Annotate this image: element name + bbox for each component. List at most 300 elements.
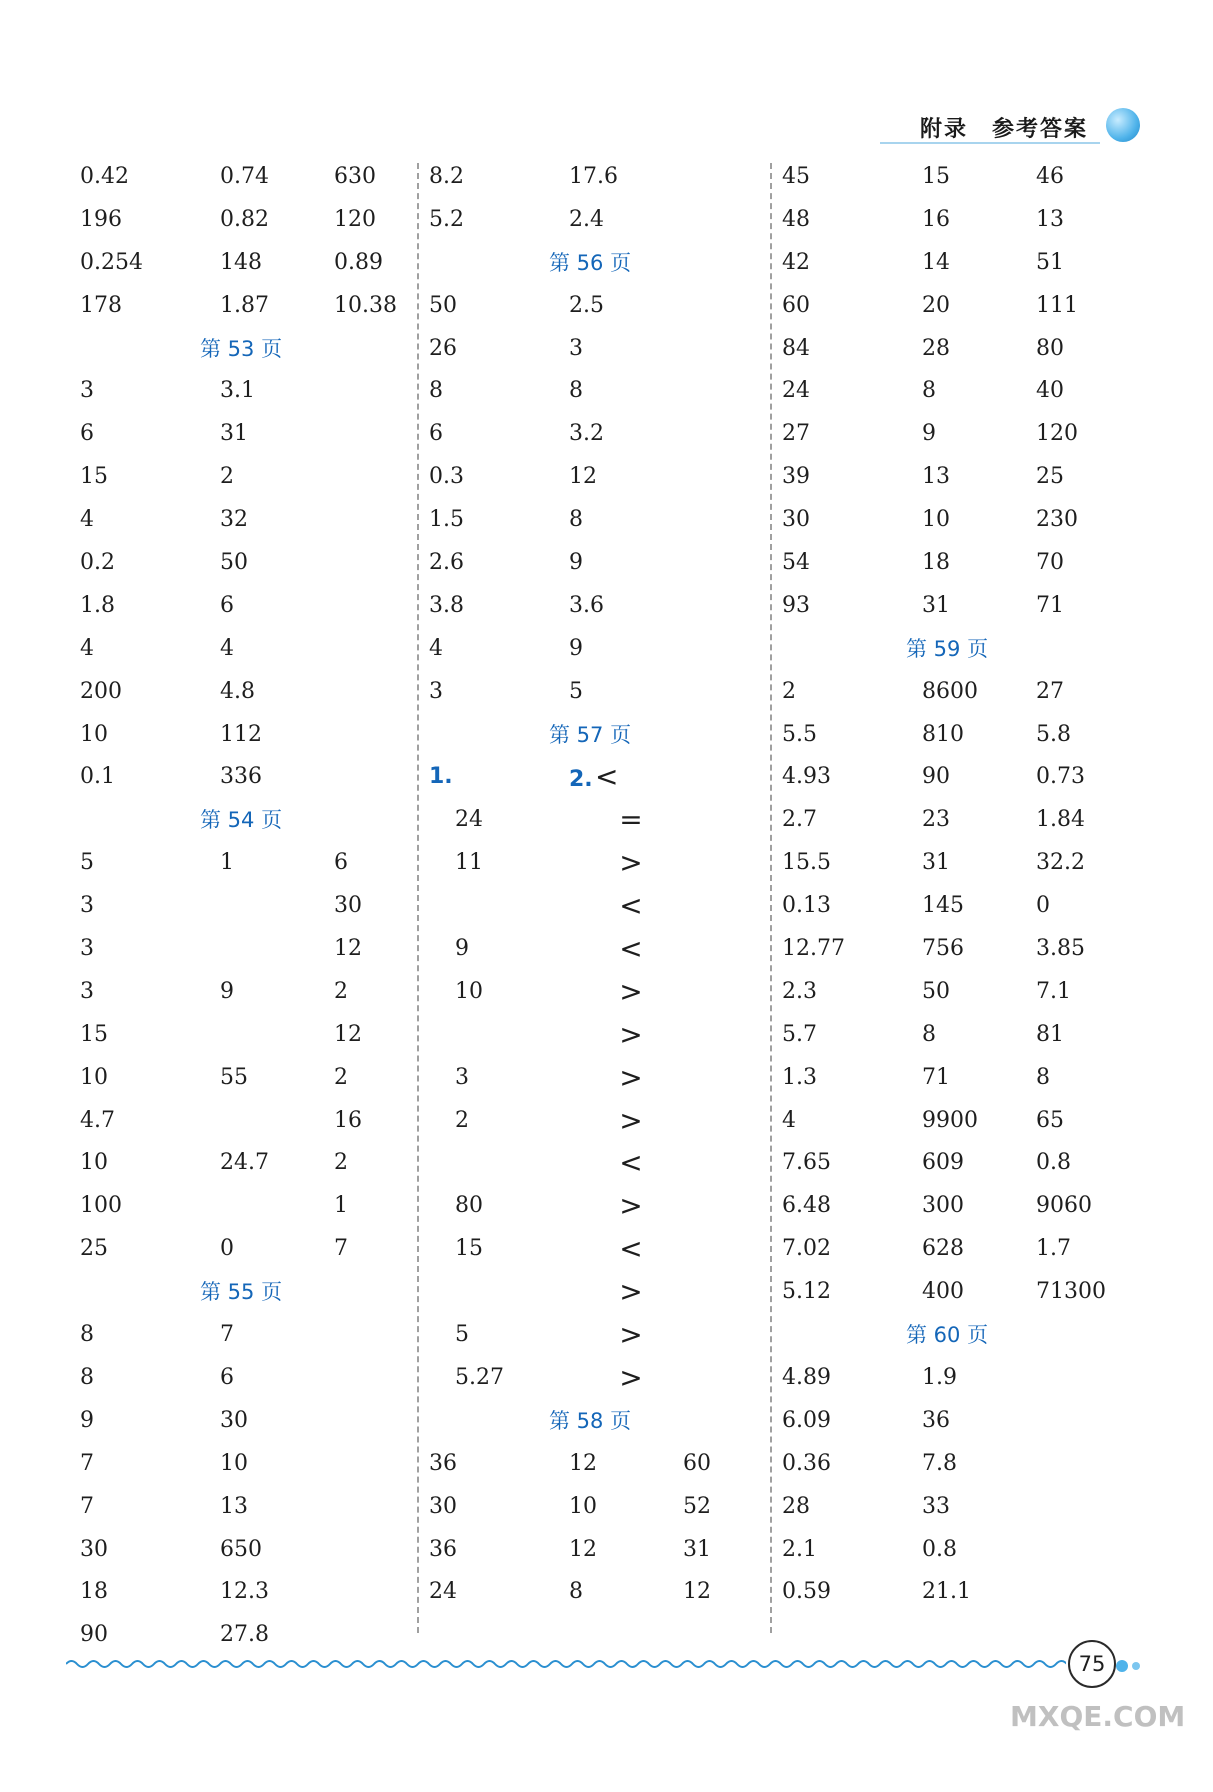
comparison-cell [589, 889, 645, 923]
answer-row [782, 1021, 1112, 1064]
answer-value: 810 [922, 721, 964, 747]
page-heading [80, 335, 410, 378]
answer-value: 12.77 [782, 936, 845, 962]
answer-value: 50 [429, 292, 457, 318]
answer-value: 6.09 [782, 1407, 831, 1433]
answer-value: 630 [334, 164, 376, 189]
comparison-cell [589, 846, 645, 880]
answer-value: 2 [220, 464, 234, 490]
answer-row [80, 377, 410, 420]
answer-row [80, 1107, 410, 1150]
answer-value: 7.02 [782, 1236, 831, 1262]
answer-row [80, 849, 410, 892]
answer-value: 65 [1036, 1107, 1064, 1133]
answer-value: 80 [1036, 335, 1064, 361]
answer-value: 71 [1036, 592, 1064, 618]
answer-row [782, 506, 1112, 549]
answer-value: 36 [429, 1536, 457, 1562]
answer-row [429, 1103, 759, 1150]
answer-value: 0 [220, 1236, 234, 1262]
answer-row [782, 1107, 1112, 1150]
answer-row [80, 1536, 410, 1579]
answer-value: 5.5 [782, 721, 817, 747]
comparison-symbol: > [619, 1060, 643, 1094]
page-heading-label: 第 57 页 [549, 722, 632, 747]
answer-value: 31 [683, 1536, 711, 1562]
answer-value: 70 [1036, 550, 1064, 576]
answer-row [429, 1360, 759, 1407]
answer-row [782, 1536, 1112, 1579]
answer-row [782, 763, 1112, 806]
answer-value: 8 [569, 1579, 583, 1605]
answer-row [429, 463, 759, 506]
answer-value: 650 [220, 1536, 262, 1562]
answer-value: 24 [455, 807, 483, 833]
answer-value: 40 [1036, 378, 1064, 404]
answer-value: 5.27 [455, 1364, 504, 1390]
answer-row [80, 935, 410, 978]
answer-value: 148 [220, 249, 262, 275]
answer-row [80, 549, 410, 592]
page-heading-label: 第 53 页 [200, 336, 283, 361]
answer-row [80, 1407, 410, 1450]
answer-column-2 [429, 163, 759, 1621]
answer-value: 8 [569, 507, 583, 533]
answer-value: 178 [80, 292, 122, 318]
page-heading-label: 第 58 页 [549, 1408, 632, 1433]
answer-value: 5 [80, 850, 94, 876]
answer-value: 400 [922, 1279, 964, 1305]
answer-value: 7 [220, 1322, 234, 1348]
answer-value: 15 [80, 464, 108, 490]
answer-value: 13 [220, 1493, 248, 1519]
answer-value: 1.9 [922, 1364, 957, 1390]
answer-value: 9 [569, 635, 583, 661]
answer-value: 0.42 [80, 164, 129, 189]
answer-value: 15 [80, 1021, 108, 1047]
comparison-symbol: < [619, 1232, 643, 1266]
answer-value: 8 [569, 378, 583, 404]
page-heading-label: 第 59 页 [906, 636, 989, 661]
answer-row [80, 635, 410, 678]
answer-value: 0.8 [922, 1536, 957, 1562]
answer-value: 112 [220, 721, 262, 747]
answer-value: 20 [922, 292, 950, 318]
comparison-symbol: > [619, 1275, 643, 1309]
answer-value: 1 [220, 850, 234, 876]
answer-row [429, 678, 759, 721]
page-heading [429, 721, 759, 764]
answer-value: 2 [334, 978, 348, 1004]
answer-value: 4 [782, 1107, 796, 1133]
answer-value: 0.3 [429, 464, 464, 490]
answer-row [80, 206, 410, 249]
answer-row [429, 1578, 759, 1621]
answer-row [429, 932, 759, 978]
answer-row [782, 1235, 1112, 1278]
answer-value: 0.36 [782, 1450, 831, 1476]
page-heading [782, 635, 1112, 678]
answer-value: 2.1 [782, 1536, 817, 1562]
answer-value: 6 [220, 592, 234, 618]
answer-value: 10 [455, 978, 483, 1004]
answer-row [429, 889, 759, 935]
answer-row [782, 978, 1112, 1021]
answer-row [80, 592, 410, 635]
answer-value: 18 [80, 1579, 108, 1605]
answer-value: 756 [922, 936, 964, 962]
answer-row [429, 1017, 759, 1064]
comparison-cell [589, 1060, 645, 1095]
answer-row [80, 506, 410, 549]
answer-value: 90 [80, 1622, 108, 1648]
answer-value: 27.8 [220, 1622, 269, 1648]
comparison-cell [589, 1103, 645, 1138]
answer-value: 33 [922, 1493, 950, 1519]
answer-row [429, 1060, 759, 1107]
answer-row [782, 849, 1112, 892]
answer-row [782, 935, 1112, 978]
comparison-symbol: > [619, 1318, 643, 1352]
question-row [429, 760, 759, 806]
answer-value: 55 [220, 1064, 248, 1090]
answer-value: 13 [1036, 206, 1064, 232]
answer-value: 46 [1036, 164, 1064, 189]
answer-value: 10.38 [334, 292, 397, 318]
answer-value: 0.74 [220, 164, 269, 189]
answer-value: 8 [1036, 1064, 1050, 1090]
answer-row [80, 1493, 410, 1536]
answer-value: 2 [334, 1064, 348, 1090]
answer-value: 1.87 [220, 292, 269, 318]
answer-row [429, 1318, 759, 1364]
answer-value: 50 [220, 550, 248, 576]
comparison-cell [589, 1275, 645, 1309]
answer-row [429, 206, 759, 249]
answer-value: 3.8 [429, 592, 464, 618]
answer-value: 18 [922, 550, 950, 576]
answer-value: 10 [80, 721, 108, 747]
answer-value: 27 [782, 421, 810, 447]
answer-value: 4.89 [782, 1364, 831, 1390]
answer-value: 28 [922, 335, 950, 361]
answer-row [80, 721, 410, 764]
answer-value: 52 [683, 1493, 711, 1519]
page-dot-small-icon [1132, 1662, 1140, 1670]
answer-value: 1.7 [1036, 1236, 1071, 1262]
answer-value: 3.1 [220, 378, 255, 404]
answer-value: 30 [429, 1493, 457, 1519]
answer-value: 0.2 [80, 550, 115, 576]
answer-row [782, 1450, 1112, 1493]
comparison-cell [589, 1189, 645, 1223]
answer-value: 9060 [1036, 1193, 1092, 1219]
page-heading [429, 1407, 759, 1450]
comparison-cell [589, 1146, 645, 1180]
question-number: 2. [569, 767, 593, 793]
answer-value: 1.8 [80, 592, 115, 618]
answer-value: 3 [80, 978, 94, 1004]
comparison-cell [589, 974, 645, 1009]
answer-value: 5 [569, 678, 583, 704]
answer-value: 50 [922, 978, 950, 1004]
answer-value: 609 [922, 1150, 964, 1176]
answer-row [429, 1146, 759, 1192]
answer-value: 16 [334, 1107, 362, 1133]
answer-value: 24.7 [220, 1150, 269, 1176]
answer-value: 12 [569, 464, 597, 490]
answer-row [80, 892, 410, 935]
answer-value: 0.13 [782, 893, 831, 919]
page-heading-label: 第 54 页 [200, 808, 283, 833]
answer-value: 7.1 [1036, 978, 1071, 1004]
answer-value: 4 [220, 635, 234, 661]
answer-row [80, 1235, 410, 1278]
column-divider-2 [770, 163, 772, 1633]
answer-value: 71 [922, 1064, 950, 1090]
answer-row [80, 463, 410, 506]
page-heading-label: 第 56 页 [549, 250, 632, 275]
answer-value: 31 [220, 421, 248, 447]
answer-value: 4.8 [220, 678, 255, 704]
comparison-cell [589, 932, 645, 966]
answer-row [80, 1064, 410, 1107]
answer-row [429, 377, 759, 420]
answer-row [429, 592, 759, 635]
answer-row [429, 1450, 759, 1493]
page-number: 75 [1068, 1640, 1116, 1688]
answer-row [782, 806, 1112, 849]
comparison-symbol: < [619, 932, 643, 966]
comparison-symbol: > [619, 846, 643, 880]
answer-value: 6 [80, 421, 94, 447]
answer-value: 12 [569, 1450, 597, 1476]
answer-value: 6 [429, 421, 443, 447]
answer-value: 60 [782, 292, 810, 318]
answer-row [80, 1321, 410, 1364]
comparison-cell [589, 1360, 645, 1395]
comparison-symbol: < [619, 1146, 643, 1180]
answer-value: 111 [1036, 292, 1078, 318]
answer-value: 32.2 [1036, 850, 1085, 876]
answer-value: 336 [220, 764, 262, 790]
answer-value: 31 [922, 592, 950, 618]
answer-value: 25 [80, 1236, 108, 1262]
answer-row [80, 420, 410, 463]
answer-value: 5.2 [429, 206, 464, 232]
answer-value: 10 [922, 507, 950, 533]
answer-value: 36 [429, 1450, 457, 1476]
answer-row [80, 1149, 410, 1192]
answer-value: 3 [80, 378, 94, 404]
answer-value: 8 [922, 378, 936, 404]
answer-value: 3 [429, 678, 443, 704]
answer-value: 1.84 [1036, 807, 1085, 833]
answer-row [782, 1407, 1112, 1450]
answer-row [80, 1192, 410, 1235]
answer-value: 7.8 [922, 1450, 957, 1476]
answer-row [782, 549, 1112, 592]
answer-row [429, 420, 759, 463]
answer-row [429, 549, 759, 592]
answer-row [782, 163, 1112, 206]
answer-value: 8600 [922, 678, 978, 704]
answer-row [429, 974, 759, 1021]
answer-row [80, 1364, 410, 1407]
answer-value: 0.89 [334, 249, 383, 275]
answer-value: 54 [782, 550, 810, 576]
page-heading [80, 1278, 410, 1321]
answer-value: 15 [455, 1236, 483, 1262]
answer-row [429, 1275, 759, 1321]
answer-value: 300 [922, 1193, 964, 1219]
answer-value: 2.6 [429, 550, 464, 576]
answer-row [782, 1493, 1112, 1536]
answer-value: 3 [80, 893, 94, 919]
answer-value: 14 [922, 249, 950, 275]
answer-value: 23 [922, 807, 950, 833]
answer-value: 15.5 [782, 850, 831, 876]
answer-value: 10 [569, 1493, 597, 1519]
answer-value: 81 [1036, 1021, 1064, 1047]
answer-row [782, 249, 1112, 292]
answer-value: 32 [220, 507, 248, 533]
answer-row [80, 1450, 410, 1493]
answer-value: 12 [334, 1021, 362, 1047]
comparison-symbol: < [619, 889, 643, 923]
answer-value: 39 [782, 464, 810, 490]
answer-value: 120 [334, 206, 376, 232]
answer-value: 93 [782, 592, 810, 618]
answer-value: 8 [80, 1322, 94, 1348]
answer-value: 25 [1036, 464, 1064, 490]
answer-row [80, 978, 410, 1021]
answer-row [80, 1578, 410, 1621]
answer-value: 2.3 [782, 978, 817, 1004]
comparison-symbol: > [619, 974, 643, 1008]
wave-divider [66, 1657, 1066, 1671]
question-number: 1. [429, 764, 453, 790]
page-heading-label: 第 60 页 [906, 1323, 989, 1348]
page-heading-label: 第 55 页 [200, 1280, 283, 1305]
answer-value: 9 [455, 936, 469, 962]
answer-value: 2 [455, 1107, 469, 1133]
answer-value: 6.48 [782, 1193, 831, 1219]
answer-value: 5 [455, 1322, 469, 1348]
answer-value: 2.7 [782, 807, 817, 833]
answer-value: 21.1 [922, 1579, 971, 1605]
comparison-cell [589, 1318, 645, 1352]
answer-row [782, 892, 1112, 935]
answer-value: 48 [782, 206, 810, 232]
answer-row [429, 803, 759, 849]
answer-value: 4 [429, 635, 443, 661]
answer-value: 10 [80, 1064, 108, 1090]
page-heading [782, 1321, 1112, 1364]
answer-row [429, 163, 759, 206]
answer-value: 5.8 [1036, 721, 1071, 747]
answer-value: 15 [922, 164, 950, 189]
answer-row [782, 463, 1112, 506]
answer-value: 24 [429, 1579, 457, 1605]
answer-row [429, 846, 759, 892]
answer-value: 80 [455, 1193, 483, 1219]
answer-value: 1 [334, 1193, 348, 1219]
answer-value: 11 [455, 850, 483, 876]
comparison-symbol: > [619, 1189, 643, 1223]
answer-value: 3.85 [1036, 936, 1085, 962]
answer-row [429, 1189, 759, 1235]
answer-value: 0.1 [80, 764, 115, 790]
answer-row [782, 1149, 1112, 1192]
answer-value: 84 [782, 335, 810, 361]
answer-value: 0 [1036, 893, 1050, 919]
answer-value: 9 [220, 978, 234, 1004]
answer-row [782, 377, 1112, 420]
page-header [880, 108, 1140, 148]
answer-row [80, 292, 410, 335]
page-dot-icon [1116, 1660, 1128, 1672]
header-ball-icon [1106, 108, 1140, 142]
answer-value: 0.8 [1036, 1150, 1071, 1176]
page-heading [429, 249, 759, 292]
answer-value: 30 [334, 893, 362, 919]
answer-row [782, 1192, 1112, 1235]
watermark: MXQE.COM [1010, 1700, 1186, 1733]
answer-value: 1.5 [429, 507, 464, 533]
header-title: 附录 参考答案 [919, 117, 1088, 142]
answer-value: 8 [922, 1021, 936, 1047]
answer-value: 60 [683, 1450, 711, 1476]
column-divider-1 [417, 163, 419, 1633]
answer-value: 230 [1036, 507, 1078, 533]
answer-row [80, 249, 410, 292]
answer-row [782, 335, 1112, 378]
answer-value: 13 [922, 464, 950, 490]
answer-value: 12 [334, 936, 362, 962]
answer-value: 2 [782, 678, 796, 704]
answer-value: 4 [80, 635, 94, 661]
answer-value: 51 [1036, 249, 1064, 275]
answer-value: 0.254 [80, 249, 143, 275]
answer-value: 8 [80, 1364, 94, 1390]
answer-row [80, 678, 410, 721]
answer-value: 2 [334, 1150, 348, 1176]
answer-value: 12 [569, 1536, 597, 1562]
answer-value: 3.2 [569, 421, 604, 447]
answer-value: 3 [80, 936, 94, 962]
question-2-group [569, 760, 621, 794]
answer-value: 8.2 [429, 164, 464, 189]
answer-value: 628 [922, 1236, 964, 1262]
answer-value: 10 [80, 1150, 108, 1176]
answer-row [782, 678, 1112, 721]
answer-row [782, 1578, 1112, 1621]
answer-row [782, 1364, 1112, 1407]
answer-value: 30 [782, 507, 810, 533]
answer-value: 145 [922, 893, 964, 919]
answer-value: 36 [922, 1407, 950, 1433]
answer-value: 4 [80, 507, 94, 533]
answer-value: 31 [922, 850, 950, 876]
answer-value: 1.3 [782, 1064, 817, 1090]
answer-value: 16 [922, 206, 950, 232]
answer-value: 2.5 [569, 292, 604, 318]
answer-value: 45 [782, 164, 810, 189]
answer-value: 90 [922, 764, 950, 790]
answer-value: 5.12 [782, 1279, 831, 1305]
answer-value: 9900 [922, 1107, 978, 1133]
